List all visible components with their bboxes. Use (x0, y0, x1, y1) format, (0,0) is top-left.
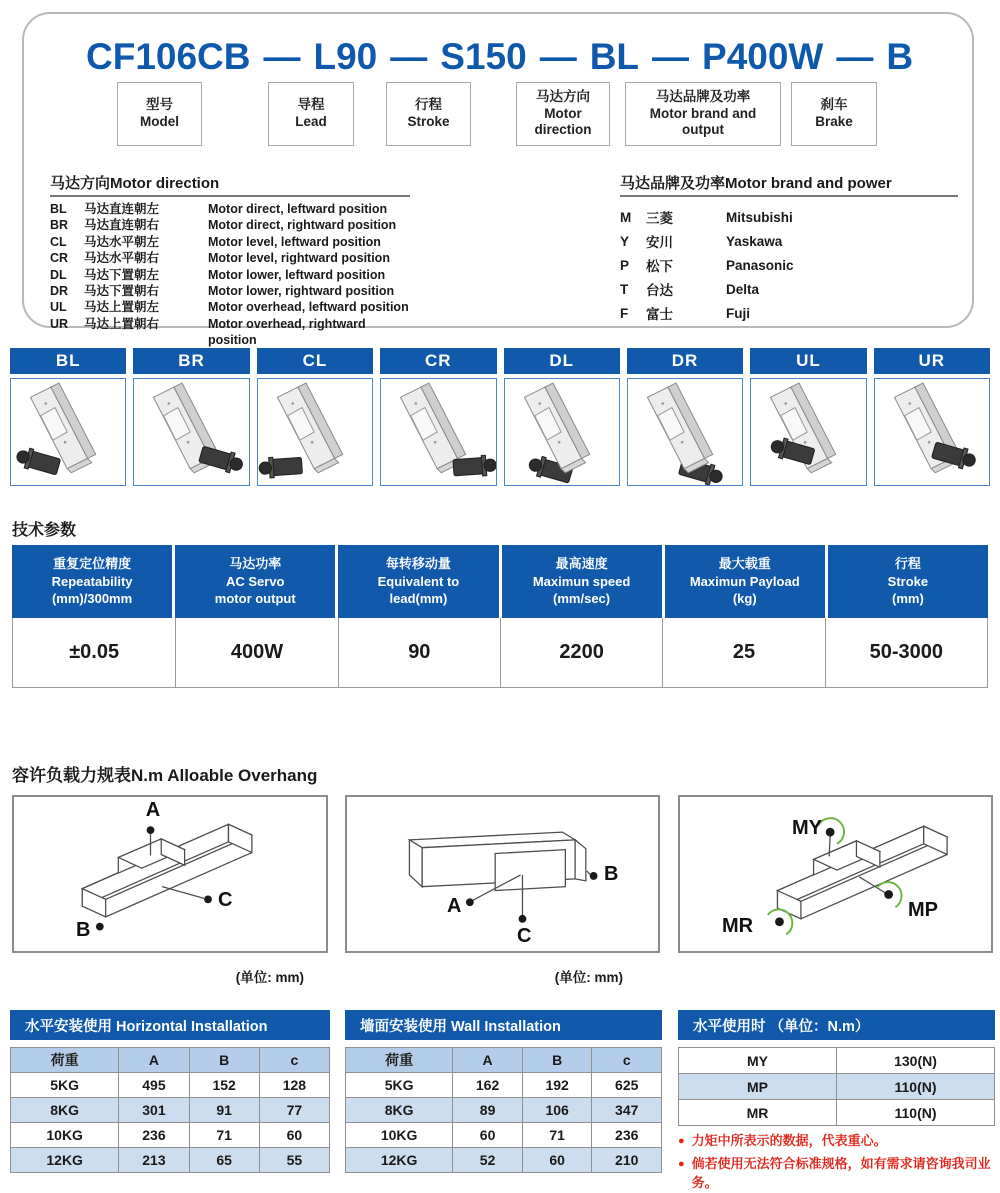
motor-position-cell-bl (10, 348, 126, 486)
table-row (11, 1098, 330, 1123)
table-cell: 12KG (11, 1148, 119, 1173)
tech-header-zh: 马达功率 (229, 556, 282, 572)
table-cell: 128 (259, 1073, 329, 1098)
model-code-box-en: Stroke (407, 114, 450, 129)
motor-position-cell-dr (627, 348, 743, 486)
motor-position-image (504, 378, 620, 486)
actuator-image (11, 379, 125, 485)
table-header-cell: A (119, 1048, 189, 1073)
direction-code: CR (50, 251, 69, 266)
model-code-box (791, 82, 877, 146)
motor-position-header: DL (504, 348, 620, 374)
model-code-box (386, 82, 471, 146)
motor-direction-row (50, 217, 410, 233)
model-code-box-zh: 导程 (297, 97, 325, 113)
overhang-label-a: A (145, 799, 161, 821)
model-code-dash: — (836, 36, 874, 77)
tech-header-unit: lead(mm) (389, 591, 448, 607)
table-cell: 60 (522, 1148, 592, 1173)
unit-label-mm: (单位: mm) (554, 970, 623, 985)
overhang-label-my: MY (792, 817, 822, 839)
tech-header-zh: 每转移动量 (385, 556, 451, 572)
table-cell: 10KG (11, 1123, 119, 1148)
motor-position-image (627, 378, 743, 486)
direction-zh: 马达水平朝右 (84, 251, 160, 266)
overhang-diagram-horizontal-svg (14, 797, 326, 951)
table-cell: MY (679, 1048, 837, 1074)
motor-direction-section (50, 172, 410, 349)
tech-value-cell: 2200 (500, 618, 662, 687)
model-code-dash: — (539, 36, 577, 77)
motor-direction-heading-en: Motor direction (110, 175, 220, 192)
model-code-box-zh: 型号 (146, 97, 173, 113)
wall-installation-title: 墙面安装使用 Wall Installation (345, 1010, 662, 1040)
motor-position-cell-cl (257, 348, 373, 486)
motor-position-header: CR (380, 348, 496, 374)
direction-en: Motor direct, leftward position (208, 202, 388, 216)
motor-block (258, 455, 302, 478)
motor-direction-row (50, 234, 410, 250)
overhang-label-mr: MR (722, 915, 754, 937)
overhang-label-mp: MP (908, 899, 938, 921)
motor-direction-heading-zh: 马达方向 (50, 175, 111, 192)
motor-direction-row (50, 316, 410, 349)
motor-brand-row (620, 301, 958, 325)
model-code-dash: — (263, 36, 301, 77)
motor-brand-row (620, 205, 958, 229)
tech-header-en: Equivalent to (377, 573, 460, 589)
table-row (679, 1048, 995, 1074)
model-code-segment: P400W (702, 36, 824, 77)
tech-header-zh: 重复定位精度 (53, 556, 132, 572)
actuator-image (875, 379, 989, 485)
motor-position-image (874, 378, 990, 486)
table-header-row (346, 1048, 662, 1073)
footnotes (678, 1132, 995, 1193)
table-cell: 5KG (346, 1073, 453, 1098)
direction-zh: 马达直连朝左 (84, 202, 160, 216)
tech-header-cell (502, 545, 662, 618)
brand-en: Panasonic (726, 257, 794, 273)
motor-position-header: DR (627, 348, 743, 374)
motor-direction-heading (50, 172, 410, 197)
table-cell: 110(N) (837, 1100, 995, 1126)
motor-position-image (380, 378, 496, 486)
overhang-label-c: C (218, 889, 233, 911)
table-cell: 301 (119, 1098, 189, 1123)
model-code-box-en: Model (140, 114, 179, 129)
tech-header-unit: (mm)/300mm (51, 591, 133, 607)
model-code-segment: B (886, 36, 914, 77)
table-cell: 91 (189, 1098, 259, 1123)
motor-direction-list (50, 201, 410, 349)
direction-zh: 马达上置朝右 (84, 316, 160, 331)
brand-code: T (620, 281, 629, 297)
direction-en: Motor level, leftward position (208, 234, 381, 249)
brand-en: Delta (726, 281, 760, 297)
brand-en: Yaskawa (726, 233, 783, 249)
motor-direction-row (50, 283, 410, 299)
tech-params-value-row (12, 618, 988, 688)
tech-header-unit: motor output (214, 591, 296, 607)
table-cell: 106 (522, 1098, 592, 1123)
direction-en: Motor level, rightward position (208, 251, 390, 266)
table-row (11, 1123, 330, 1148)
wall-installation-table (345, 1010, 662, 1173)
table-cell: 152 (189, 1073, 259, 1098)
tech-value-cell: 25 (662, 618, 824, 687)
overhang-label-a: A (447, 895, 462, 917)
note-bullet-icon: ● (678, 1135, 685, 1147)
table-row (346, 1148, 662, 1173)
model-code-box-zh: 行程 (415, 97, 442, 113)
model-code-box (516, 82, 610, 146)
tech-header-en: Maximun Payload (689, 573, 800, 589)
tech-params-title: 技术参数 (12, 522, 77, 539)
motor-position-cell-dl (504, 348, 620, 486)
motor-brand-heading-zh: 马达品牌及功率 (620, 175, 726, 192)
motor-position-cell-br (133, 348, 249, 486)
moment-table-title: 水平使用时 （单位：N.m） (678, 1010, 995, 1040)
table-header-cell: c (259, 1048, 329, 1073)
tech-header-cell (665, 545, 825, 618)
motor-position-cell-ul (750, 348, 866, 486)
actuator-image (628, 379, 742, 485)
model-code-box-zh: 马达方向 (536, 88, 590, 104)
model-code-title (86, 36, 913, 78)
tech-header-unit: (kg) (732, 591, 757, 607)
motor-position-header: CL (257, 348, 373, 374)
tech-header-cell (175, 545, 335, 618)
brand-zh: 富士 (646, 307, 673, 322)
model-code-segment: BL (589, 36, 640, 77)
table-cell: 8KG (346, 1098, 453, 1123)
table-cell: 52 (453, 1148, 523, 1173)
table-header-cell: B (189, 1048, 259, 1073)
motor-direction-row (50, 250, 410, 266)
brand-zh: 松下 (646, 259, 673, 274)
actuator-image (381, 379, 495, 485)
overhang-diagram-horizontal (12, 795, 328, 953)
table-cell: 210 (592, 1148, 662, 1173)
table-cell: 236 (119, 1123, 189, 1148)
tech-header-unit: (mm/sec) (553, 591, 611, 607)
tech-value-cell: 90 (338, 618, 500, 687)
model-code-dash: — (390, 36, 428, 77)
table-header-cell: 荷重 (11, 1048, 119, 1073)
overhang-diagram-wall (345, 795, 660, 953)
actuator-image (505, 379, 619, 485)
tech-params-header-row (12, 545, 988, 618)
table-cell: 10KG (346, 1123, 453, 1148)
table-cell: 347 (592, 1098, 662, 1123)
motor-block (199, 444, 246, 475)
motor-position-cell-cr (380, 348, 496, 486)
table-header-row (11, 1048, 330, 1073)
direction-en: Motor direct, rightward position (208, 218, 397, 233)
direction-zh: 马达直连朝右 (84, 218, 160, 233)
motor-brand-row (620, 277, 958, 301)
tech-header-cell (12, 545, 172, 618)
motor-position-image (133, 378, 249, 486)
overhang-label-b: B (76, 919, 91, 941)
tech-header-en: Maximun speed (532, 573, 631, 589)
table-cell: 130(N) (837, 1048, 995, 1074)
motor-position-header: UR (874, 348, 990, 374)
table-row (679, 1100, 995, 1126)
table-cell: 71 (189, 1123, 259, 1148)
direction-zh: 马达水平朝左 (84, 234, 160, 249)
tech-header-en: Stroke (887, 573, 929, 589)
table-cell: 192 (522, 1073, 592, 1098)
brand-zh: 三菱 (646, 211, 673, 226)
overhang-label-b: B (604, 863, 619, 885)
tech-value-cell: 50-3000 (825, 618, 987, 687)
motor-brand-heading (620, 172, 958, 197)
model-code-box-en: Motor brand and output (649, 105, 757, 138)
motor-brand-row (620, 253, 958, 277)
motor-brand-section (620, 172, 958, 325)
moment-table-data (678, 1047, 995, 1126)
motor-brand-heading-en: Motor brand and power (725, 175, 892, 192)
overhang-title: 容许负载力规表N.m Alloable Overhang (12, 766, 318, 785)
brand-code: P (620, 257, 630, 273)
motor-position-strip (10, 348, 990, 486)
tech-value-cell: ±0.05 (69, 641, 120, 663)
wall-installation-data (345, 1047, 662, 1173)
motor-position-header: BL (10, 348, 126, 374)
model-code-panel (22, 12, 974, 348)
direction-zh: 马达上置朝左 (84, 300, 160, 315)
table-cell: 89 (453, 1098, 523, 1123)
direction-en: Motor lower, rightward position (208, 284, 395, 299)
table-cell: 8KG (11, 1098, 119, 1123)
direction-zh: 马达下置朝右 (84, 284, 160, 299)
tech-header-zh: 行程 (894, 556, 921, 572)
tech-header-en: AC Servo (225, 573, 285, 589)
brand-en: Mitsubishi (726, 209, 793, 225)
table-cell: 495 (119, 1073, 189, 1098)
table-row (11, 1148, 330, 1173)
direction-code: CL (50, 234, 67, 249)
table-cell: 162 (453, 1073, 523, 1098)
horizontal-installation-title: 水平安装使用 Horizontal Installation (10, 1010, 330, 1040)
brand-code: Y (620, 233, 630, 249)
direction-code: UR (50, 316, 69, 331)
footnote (678, 1132, 995, 1151)
table-row (346, 1098, 662, 1123)
table-cell: 213 (119, 1148, 189, 1173)
overhang-label-c: C (517, 925, 532, 947)
direction-code: DR (50, 284, 69, 299)
table-cell: 5KG (11, 1073, 119, 1098)
direction-code: DL (50, 267, 67, 282)
model-code-box-zh: 刹车 (820, 97, 848, 113)
model-code-box-en: Motor direction (534, 105, 592, 138)
tech-header-zh: 最大载重 (718, 556, 771, 572)
model-code-box (268, 82, 354, 146)
model-code-dash: — (652, 36, 690, 77)
brand-code: M (620, 209, 632, 225)
motor-direction-row (50, 299, 410, 315)
motor-position-header: BR (133, 348, 249, 374)
motor-direction-row (50, 201, 410, 217)
tech-value-cell: 400W (175, 618, 337, 687)
actuator-image (134, 379, 248, 485)
table-header-cell: 荷重 (346, 1048, 453, 1073)
table-cell: 60 (453, 1123, 523, 1148)
motor-direction-row (50, 267, 410, 283)
horizontal-installation-data (10, 1047, 330, 1173)
footnote-text: 力矩中所表示的数据，代表重心。 (691, 1133, 887, 1148)
table-cell: 60 (259, 1123, 329, 1148)
table-cell: 625 (592, 1073, 662, 1098)
overhang-diagram-moment (678, 795, 993, 953)
direction-en: Motor lower, leftward position (208, 267, 386, 282)
direction-code: BR (50, 218, 69, 233)
motor-position-image (257, 378, 373, 486)
moment-table (678, 1010, 995, 1126)
table-cell: 71 (522, 1123, 592, 1148)
table-cell: 65 (189, 1148, 259, 1173)
motor-position-image (750, 378, 866, 486)
direction-code: BL (50, 202, 67, 216)
table-header-cell: c (592, 1048, 662, 1073)
table-cell: 236 (592, 1123, 662, 1148)
tech-header-cell (338, 545, 498, 618)
model-code-box-zh: 马达品牌及功率 (655, 88, 751, 104)
footnote-text: 倘若使用无法符合标准规格，如有需求请咨询我司业务。 (691, 1156, 991, 1190)
table-header-cell: B (522, 1048, 592, 1073)
tech-header-en: Repeatability (51, 573, 133, 589)
motor-block (14, 445, 61, 476)
table-row (346, 1123, 662, 1148)
model-code-segment: S150 (440, 36, 527, 77)
direction-zh: 马达下置朝左 (84, 267, 160, 282)
table-cell: MR (679, 1100, 837, 1126)
table-row (679, 1074, 995, 1100)
table-cell: 55 (259, 1148, 329, 1173)
motor-brand-list (620, 205, 958, 325)
table-cell: 77 (259, 1098, 329, 1123)
table-cell: 12KG (346, 1148, 453, 1173)
actuator-image (751, 379, 865, 485)
model-code-box (117, 82, 202, 146)
model-code-box (625, 82, 781, 146)
brand-code: F (620, 305, 629, 321)
brand-zh: 台达 (646, 283, 673, 298)
brand-zh: 安川 (646, 235, 673, 250)
table-header-cell: A (453, 1048, 523, 1073)
tech-header-zh: 最高速度 (555, 556, 608, 572)
direction-en: Motor overhead, rightward position (208, 316, 366, 348)
rail-body (647, 383, 712, 473)
footnote (678, 1155, 995, 1193)
actuator-image (258, 379, 372, 485)
table-cell: MP (679, 1074, 837, 1100)
model-code-segment: CF106CB (86, 36, 251, 77)
model-code-segment: L90 (313, 36, 378, 77)
brand-en: Fuji (726, 305, 750, 321)
unit-label-mm: (单位: mm) (235, 970, 304, 985)
table-cell: 110(N) (837, 1074, 995, 1100)
table-row (11, 1073, 330, 1098)
tech-header-unit: (mm) (892, 591, 924, 607)
horizontal-installation-table (10, 1010, 330, 1173)
direction-code: UL (50, 300, 67, 315)
motor-brand-row (620, 229, 958, 253)
table-row (346, 1073, 662, 1098)
motor-position-image (10, 378, 126, 486)
model-code-box-en: Lead (295, 114, 327, 129)
tech-header-cell (828, 545, 988, 618)
model-code-box-en: Brake (815, 114, 853, 129)
motor-position-header: UL (750, 348, 866, 374)
note-bullet-icon: ● (678, 1158, 685, 1170)
tech-params-table (12, 545, 988, 688)
direction-en: Motor overhead, leftward position (208, 300, 409, 315)
motor-position-cell-ur (874, 348, 990, 486)
